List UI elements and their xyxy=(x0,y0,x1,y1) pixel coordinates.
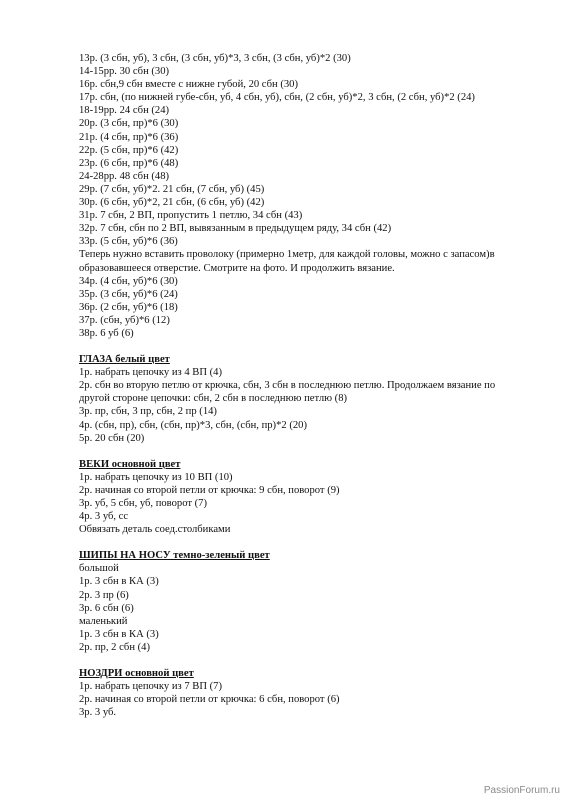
row-31: 31р. 7 сбн, 2 ВП, пропустить 1 петлю, 34 сбн (43) xyxy=(79,210,303,222)
section-gap xyxy=(79,340,519,353)
row-16: 16р. сбн,9 сбн вместе с нижне губой, 20 сбн (30) xyxy=(79,79,298,91)
eyes-row-5: 5р. 20 сбн (20) xyxy=(79,432,145,444)
eyes-row-1: 1р. набрать цепочку из 4 ВП (4) xyxy=(79,367,222,379)
row-20: 20р. (3 сбн, пр)*6 (30) xyxy=(79,118,179,130)
eyelids-heading: ВЕКИ основной цвет xyxy=(79,458,181,470)
eyes-heading: ГЛАЗА белый цвет xyxy=(79,354,170,366)
eyes-row-4: 4р. (сбн, пр), сбн, (сбн, пр)*3, сбн, (сбн, пр)*2 (20) xyxy=(79,419,307,431)
row-22: 22р. (5 сбн, пр)*6 (42) xyxy=(79,144,179,156)
pattern-text xyxy=(79,52,519,719)
spikes-small-row-2: 2р. пр, 2 сбн (4) xyxy=(79,641,150,653)
eyelids-row-3: 3р. уб, 5 сбн, уб, поворот (7) xyxy=(79,498,207,509)
row-24-28: 24-28рр. 48 сбн (48) xyxy=(79,170,170,182)
eyelids-row-1: 1р. набрать цепочку из 10 ВП (10) xyxy=(79,471,233,483)
spikes-big-row-3: 3р. 6 сбн (6) xyxy=(79,602,134,614)
row-33: 33р. (5 сбн, уб)*6 (36) xyxy=(79,236,178,248)
eyelids-row-4: 4р. 3 уб, сс xyxy=(79,511,129,523)
eyes-row-2: 2р. сбн во вторую петлю от крючка, сбн, 3 сбн в последнюю петлю. Продолжаем вязание по другой стороне цепочки: сбн, 2 сбн в последнюю петлю (8) xyxy=(79,380,496,405)
wire-instruction: Теперь нужно вставить проволоку (примерно 1метр, для каждой головы, можно с запасом)в образовавшееся отверстие. Смотрите на фото. И продолжить вязание. xyxy=(79,249,495,274)
row-32: 32р. 7 сбн, сбн по 2 ВП, вывязанным в предыдущем ряду, 34 сбн (42) xyxy=(79,223,392,235)
spikes-big-label: большой xyxy=(79,563,119,575)
spikes-small-row-1: 1р. 3 сбн в КА (3) xyxy=(79,628,159,640)
row-34: 34р. (4 сбн, уб)*6 (30) xyxy=(79,275,178,287)
spikes-big-row-1: 1р. 3 сбн в КА (3) xyxy=(79,576,159,588)
row-23: 23р. (6 сбн, пр)*6 (48) xyxy=(79,157,179,169)
row-17: 17р. сбн, (по нижней губе-сбн, уб, 4 сбн, уб), сбн, (2 сбн, уб)*2, 3 сбн, (2 сбн, уб)*2 (24) xyxy=(79,92,475,104)
row-13: 13р. (3 сбн, уб), 3 сбн, (3 сбн, уб)*3, 3 сбн, (3 сбн, уб)*2 (30) xyxy=(79,53,351,64)
spikes-heading: ШИПЫ НА НОСУ темно-зеленый цвет xyxy=(79,550,270,562)
eyelids-row-2: 2р. начиная со второй петли от крючка: 9 сбн, поворот (9) xyxy=(79,484,340,496)
row-21: 21р. (4 сбн, пр)*6 (36) xyxy=(79,131,179,143)
spikes-big-row-2: 2р. 3 пр (6) xyxy=(79,589,129,601)
row-38: 38р. 6 уб (6) xyxy=(79,327,134,339)
spikes-small-label: маленький xyxy=(79,615,128,627)
nostrils-row-3: 3р. 3 уб. xyxy=(79,707,117,719)
row-14-15: 14-15рр. 30 сбн (30) xyxy=(79,66,170,78)
eyelids-finish: Обвязать деталь соед.столбиками xyxy=(79,524,231,536)
section-gap xyxy=(79,536,519,549)
section-gap xyxy=(79,445,519,458)
row-18-19: 18-19рр. 24 сбн (24) xyxy=(79,105,170,117)
row-36: 36р. (2 сбн, уб)*6 (18) xyxy=(79,301,178,313)
site-watermark: PassionForum.ru xyxy=(483,785,560,796)
row-29: 29р. (7 сбн, уб)*2. 21 сбн, (7 сбн, уб) (45) xyxy=(79,183,265,195)
nostrils-row-2: 2р. начиная со второй петли от крючка: 6 сбн, поворот (6) xyxy=(79,694,340,706)
section-gap xyxy=(79,654,519,667)
row-37: 37р. (сбн, уб)*6 (12) xyxy=(79,314,170,326)
row-30: 30р. (6 сбн, уб)*2, 21 сбн, (6 сбн, уб) (42) xyxy=(79,197,265,209)
nostrils-row-1: 1р. набрать цепочку из 7 ВП (7) xyxy=(79,681,222,693)
nostrils-heading: НОЗДРИ основной цвет xyxy=(79,668,194,680)
row-35: 35р. (3 сбн, уб)*6 (24) xyxy=(79,288,178,300)
eyes-row-3: 3р. пр, сбн, 3 пр, сбн, 2 пр (14) xyxy=(79,406,217,418)
